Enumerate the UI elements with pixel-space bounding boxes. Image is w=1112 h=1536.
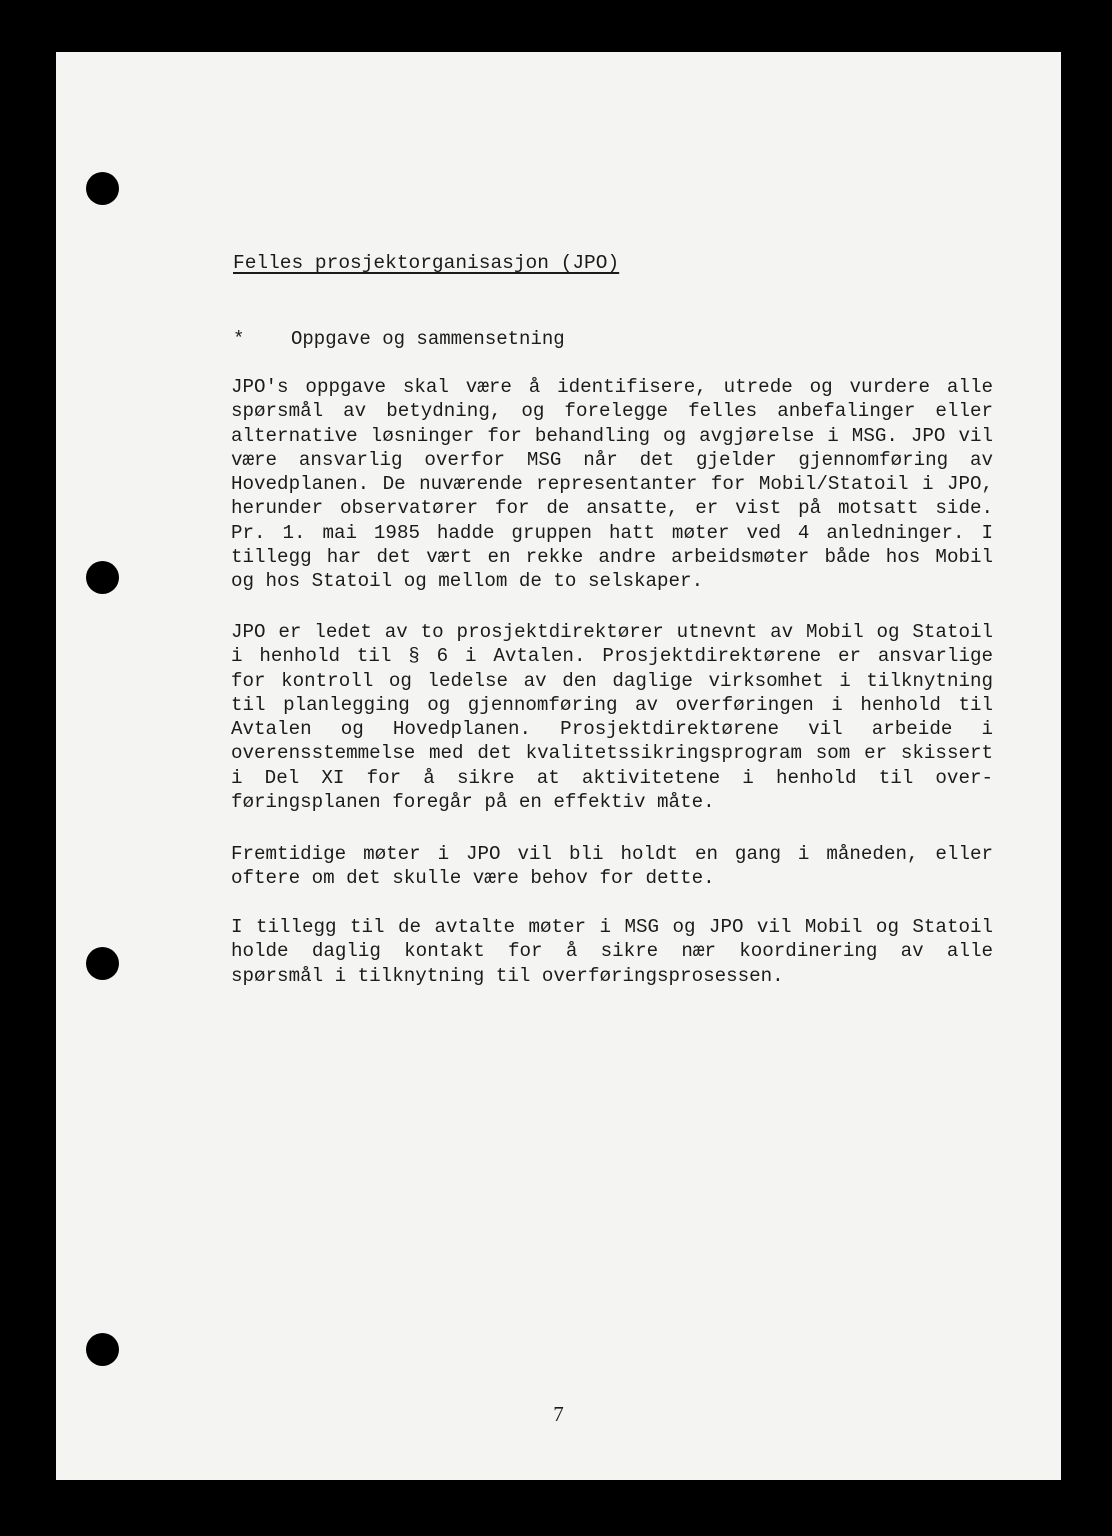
text-line: spørsmål i tilknytning til overføringsprosessen. (231, 964, 784, 987)
text-line: I tillegg til de avtalte møter i MSG og JPO vil Mobil og Statoil (231, 916, 993, 938)
punch-hole (86, 1333, 119, 1366)
text-line: for kontroll og ledelse av den daglige virksomhet i tilknytning (231, 669, 993, 692)
text-line: Hovedplanen. De nuværende representanter for Mobil/Statoil i JPO, (231, 473, 993, 496)
text-line: holde daglig kontakt for å sikre nær koordinering av alle (231, 940, 993, 963)
paragraph-3 (231, 842, 993, 891)
punch-hole (86, 561, 119, 594)
text-line: herunder observatører for de ansatte, er vist på motsatt side. (231, 497, 993, 520)
text-line: og hos Statoil og mellom de to selskaper. (231, 570, 704, 593)
text-line: overensstemmelse med det kvalitetssikringsprogram som er skissert (231, 742, 993, 765)
punch-hole (86, 172, 119, 205)
section-heading-line (233, 328, 565, 350)
paragraph-1 (231, 375, 993, 594)
bullet-marker: * (233, 328, 245, 350)
text-line: til planlegging og gjennomføring av overføringen i henhold til (231, 693, 993, 716)
page-number: 7 (553, 1402, 564, 1426)
text-line: føringsplanen foregår på en effektiv måte. (231, 791, 715, 814)
document-title: Felles prosjektorganisasjon (JPO) (233, 252, 620, 274)
text-line: alternative løsninger for behandling og avgjørelse i MSG. JPO vil (231, 424, 993, 447)
paragraph-4 (231, 915, 993, 988)
text-line: JPO er ledet av to prosjektdirektører utnevnt av Mobil og Statoil (231, 621, 993, 643)
punch-hole (86, 947, 119, 980)
section-heading: Oppgave og sammensetning (291, 328, 565, 350)
text-line: oftere om det skulle være behov for dette. (231, 867, 715, 890)
text-line: Fremtidige møter i JPO vil bli holdt en gang i måneden, eller (231, 843, 993, 865)
text-line: være ansvarlig overfor MSG når det gjelder gjennomføring av (231, 448, 993, 471)
text-line: i Del XI for å sikre at aktivitetene i henhold til over- (231, 766, 993, 789)
document-page (56, 52, 1061, 1480)
text-line: spørsmål av betydning, og forelegge felles anbefalinger eller (231, 400, 993, 423)
paragraph-2 (231, 620, 993, 814)
text-line: tillegg har det vært en rekke andre arbeidsmøter både hos Mobil (231, 546, 993, 569)
text-line: Pr. 1. mai 1985 hadde gruppen hatt møter ved 4 anledninger. I (231, 521, 993, 544)
text-line: i henhold til § 6 i Avtalen. Prosjektdirektørene er ansvarlige (231, 645, 993, 668)
text-line: Avtalen og Hovedplanen. Prosjektdirektørene vil arbeide i (231, 718, 993, 741)
text-line: JPO's oppgave skal være å identifisere, utrede og vurdere alle (231, 376, 993, 398)
